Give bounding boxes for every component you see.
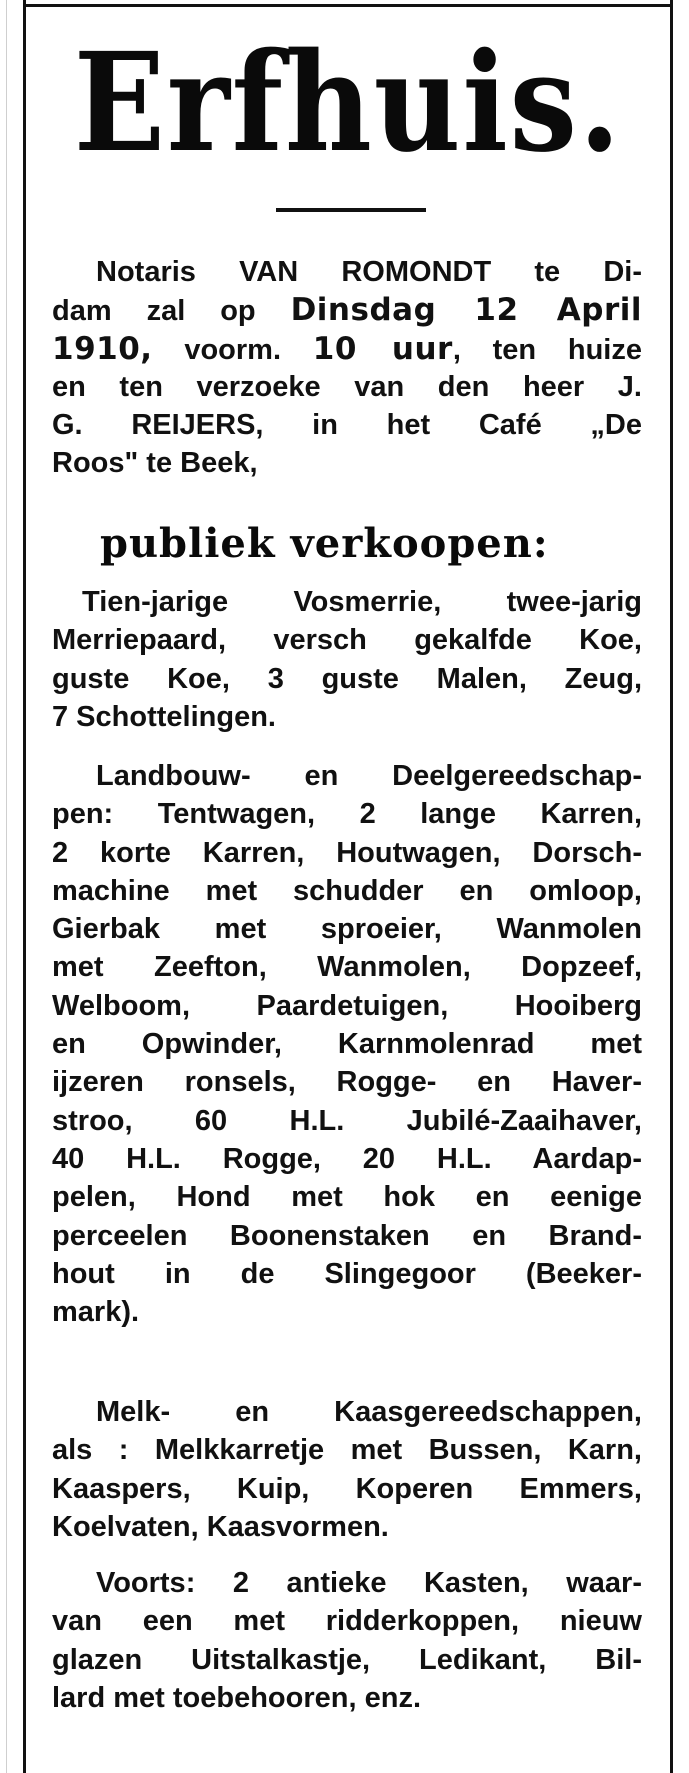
animals-line: Tien-jarige Vosmerrie, twee-jarig [82, 586, 642, 618]
sale-date: Dinsdag 12 April [290, 292, 642, 329]
tools-line: stroo, 60 H.L. Jubilé-Zaaihaver, [52, 1104, 642, 1137]
intro-line-6: Roos" te Beek, [52, 447, 258, 480]
animals-line: guste Koe, 3 guste Malen, Zeug, [52, 662, 642, 695]
tools-line: pen: Tentwagen, 2 lange Karren, [52, 798, 642, 831]
advert-title: Erfhuis. [73, 23, 623, 183]
column-border-right [670, 0, 673, 1773]
tools-paragraph [52, 757, 642, 1331]
tools-line: 40 H.L. Rogge, 20 H.L. Aardap- [52, 1142, 642, 1175]
intro-line-4: en ten verzoeke van den heer J. [52, 370, 642, 403]
tools-line: hout in de Slingegoor (Beeker- [52, 1257, 642, 1290]
dairy-line: Melk- en Kaasgereedschappen, [96, 1396, 642, 1428]
tools-line: 2 korte Karren, Houtwagen, Dorsch- [52, 836, 642, 869]
other-line: Voorts: 2 antieke Kasten, waar- [96, 1567, 642, 1599]
other-paragraph [52, 1564, 642, 1717]
intro-text: voorm. [152, 333, 313, 366]
title-underline [276, 208, 426, 212]
intro-text: dam zal op [52, 295, 291, 328]
sale-year: 1910, [52, 330, 153, 367]
dairy-line: als : Melkkarretje met Bussen, Karn, [52, 1434, 642, 1467]
tools-line: ijzeren ronsels, Rogge- en Haver- [52, 1066, 642, 1099]
tools-line: met Zeefton, Wanmolen, Dopzeef, [52, 951, 642, 984]
other-line: lard met toebehooren, enz. [52, 1681, 421, 1714]
intro-text: Notaris VAN ROMONDT te Di- [96, 256, 642, 288]
intro-line-5: G. REIJERS, in het Café „De [52, 409, 642, 442]
top-rule [26, 4, 670, 7]
intro-text: , ten huize [452, 333, 642, 366]
tools-line: machine met schudder en omloop, [52, 874, 642, 907]
dairy-paragraph [52, 1393, 642, 1546]
other-line: van een met ridderkoppen, nieuw [52, 1605, 642, 1638]
sale-time: 10 uur [312, 330, 453, 367]
animals-paragraph [52, 583, 642, 736]
tools-line: en Opwinder, Karnmolenrad met [52, 1028, 642, 1061]
tools-line: Landbouw- en Deelgereedschap- [96, 760, 642, 792]
animals-line: Merriepaard, versch gekalfde Koe, [52, 624, 642, 657]
animals-line: 7 Schottelingen. [52, 700, 276, 733]
other-line: glazen Uitstalkastje, Ledikant, Bil- [52, 1643, 642, 1676]
column-border-left [23, 0, 26, 1773]
tools-line: perceelen Boonenstaken en Brand- [52, 1219, 642, 1252]
intro-line-3 [52, 330, 642, 368]
dairy-line: Kaaspers, Kuip, Koperen Emmers, [52, 1472, 642, 1505]
tools-line: Gierbak met sproeier, Wanmolen [52, 913, 642, 946]
tools-line: pelen, Hond met hok en eenige [52, 1181, 642, 1214]
intro-line-2 [52, 291, 642, 329]
dairy-line: Koelvaten, Kaasvormen. [52, 1510, 389, 1543]
tools-line: Welboom, Paardetuigen, Hooiberg [52, 989, 642, 1022]
tools-line: mark). [52, 1296, 140, 1329]
intro-line-1 [52, 253, 642, 291]
subheading: publiek verkoopen: [100, 520, 549, 567]
intro-paragraph [52, 253, 642, 483]
page-edge-line [6, 0, 7, 1773]
